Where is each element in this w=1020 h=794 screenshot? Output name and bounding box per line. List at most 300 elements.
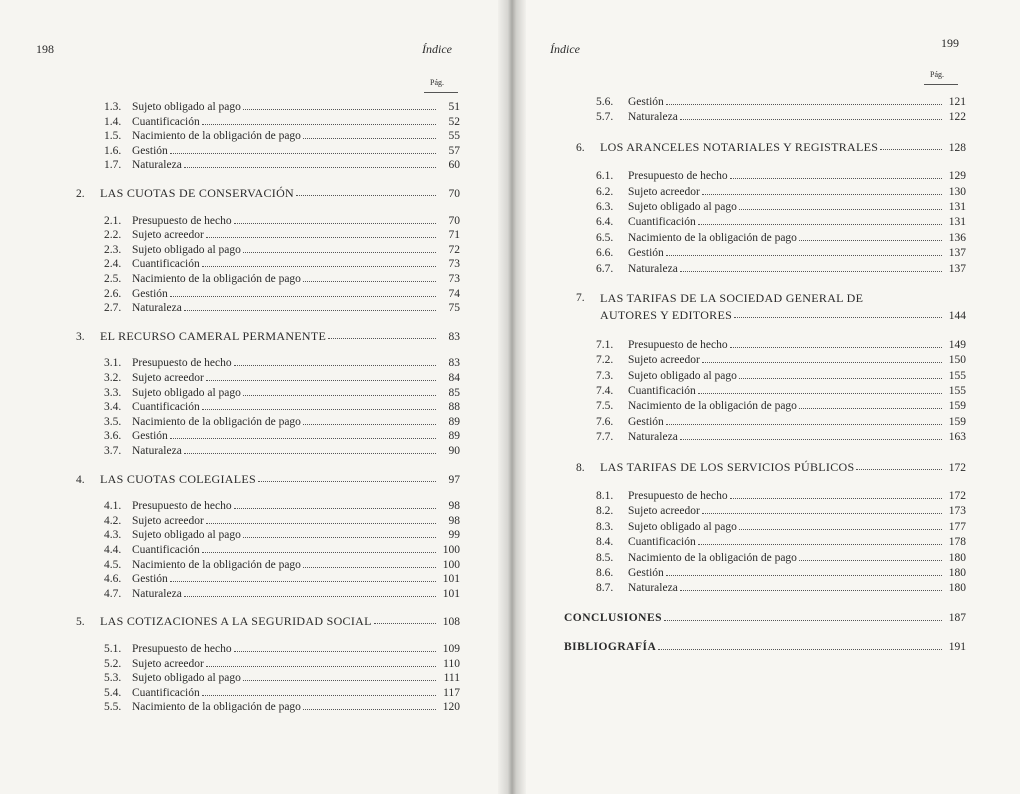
leader-dots (202, 543, 436, 553)
leader-dots (680, 581, 942, 591)
toc-page-number: 108 (442, 616, 460, 629)
toc-label: Gestión (628, 96, 664, 108)
toc-number: 6.2. (596, 185, 614, 198)
toc-number: 5. (76, 616, 85, 629)
toc-label: Presupuesto de hecho (132, 643, 232, 655)
toc-label: Cuantificación (628, 536, 696, 549)
toc-number: 8.1. (596, 490, 614, 502)
leader-dots (698, 215, 942, 225)
toc-subentry (104, 356, 460, 370)
toc-subentry (104, 272, 460, 286)
toc-page-number: 70 (448, 214, 460, 227)
toc-label: Sujeto acreedor (628, 354, 700, 367)
toc-label: Naturaleza (628, 262, 678, 275)
toc-page-number: 71 (448, 229, 460, 242)
toc-page-number: 149 (948, 338, 966, 351)
toc-subentry (596, 369, 966, 383)
leader-dots (243, 671, 436, 681)
toc-subentry (104, 214, 460, 228)
toc-number: 4.6. (104, 573, 122, 586)
toc-subentry (104, 514, 460, 528)
toc-label: Sujeto acreedor (132, 514, 204, 527)
leader-dots (184, 301, 436, 311)
toc-number: 7.5. (596, 400, 614, 413)
toc-entry (576, 460, 966, 475)
toc-subentry (596, 246, 966, 260)
toc-label-continued: AUTORES Y EDITORES (600, 308, 733, 323)
toc-subentry (104, 429, 460, 443)
toc-label: Nacimiento de la obligación de pago (132, 558, 301, 571)
toc-page-number: 100 (442, 558, 460, 571)
toc-number: 3.6. (104, 430, 122, 443)
leader-dots (258, 472, 436, 482)
toc-page-number: 163 (948, 431, 966, 444)
leader-dots (880, 140, 942, 150)
toc-number: 6.7. (596, 262, 614, 275)
toc-subentry (104, 415, 460, 429)
toc-label: Sujeto obligado al pago (132, 529, 241, 542)
toc-number: 3.7. (104, 445, 122, 457)
leader-dots (680, 110, 942, 120)
toc-label: Naturaleza (132, 302, 182, 315)
toc-number: 2.6. (104, 287, 122, 300)
toc-page-number: 101 (442, 587, 460, 600)
toc-subentry (104, 558, 460, 572)
toc-label: Naturaleza (628, 431, 678, 444)
toc-label: LAS TARIFAS DE LOS SERVICIOS PÚBLICOS (600, 459, 855, 474)
leader-dots (234, 214, 436, 224)
toc-number: 6.4. (596, 216, 614, 229)
toc-page-number: 178 (948, 536, 966, 549)
toc-number: 7. (576, 292, 585, 304)
toc-page-number: 89 (448, 430, 460, 443)
toc-subentry (596, 399, 966, 413)
leader-dots (739, 520, 942, 530)
toc-subentry (104, 158, 460, 172)
toc-subentry (104, 129, 460, 143)
leader-dots (202, 257, 436, 267)
toc-number: 3.2. (104, 372, 122, 384)
leader-dots (698, 535, 942, 545)
toc-subentry (596, 520, 966, 534)
toc-label: Cuantificación (132, 544, 200, 556)
toc-entry (76, 472, 460, 487)
leader-dots (680, 430, 942, 440)
toc-page-number: 144 (948, 310, 966, 323)
toc-page-number: 109 (442, 643, 460, 655)
toc-number: 3.5. (104, 415, 122, 428)
toc-subentry (596, 200, 966, 214)
leader-dots (184, 444, 436, 454)
toc-label: Sujeto obligado al pago (628, 369, 737, 382)
toc-subentry (104, 543, 460, 557)
toc-page-number: 110 (443, 657, 460, 670)
toc-page-number: 83 (448, 357, 460, 370)
toc-number: 3.4. (104, 401, 122, 414)
leader-dots (234, 642, 436, 652)
toc-number: 2.5. (104, 273, 122, 285)
leader-dots (664, 611, 942, 621)
toc-page-number: 159 (948, 415, 966, 428)
toc-page-number: 122 (948, 111, 966, 124)
toc-label: Presupuesto de hecho (628, 490, 728, 502)
toc-subentry (596, 338, 966, 352)
toc-subentry (596, 504, 966, 518)
toc-label: Cuantificación (132, 401, 200, 414)
toc-page-number: 100 (442, 544, 460, 556)
toc-page-number: 155 (948, 385, 966, 397)
toc-number: 8.7. (596, 582, 614, 595)
toc-label: Naturaleza (132, 587, 182, 600)
leader-dots (184, 587, 436, 597)
toc-page-number: 131 (948, 201, 966, 213)
toc-page-number: 191 (948, 641, 966, 654)
toc-label: Nacimiento de la obligación de pago (132, 415, 301, 428)
leader-dots (202, 400, 436, 410)
leader-dots (202, 115, 436, 125)
toc-page-number: 121 (948, 96, 966, 108)
leader-dots (799, 551, 942, 561)
toc-number: 2.4. (104, 258, 122, 271)
toc-page-number: 173 (948, 505, 966, 518)
leader-dots (303, 415, 436, 425)
right-page-number: 199 (941, 36, 959, 50)
leader-dots (184, 158, 436, 168)
toc-subentry (104, 301, 460, 315)
toc-number: 7.6. (596, 415, 614, 428)
toc-label: LOS ARANCELES NOTARIALES Y REGISTRALES (600, 139, 879, 154)
toc-page-number: 131 (948, 216, 966, 229)
toc-label: Nacimiento de la obligación de pago (628, 231, 797, 244)
toc-number: 8.3. (596, 520, 614, 533)
toc-label: Cuantificación (132, 686, 200, 699)
leader-dots (303, 129, 436, 139)
toc-page-number: 83 (448, 330, 460, 343)
toc-label: EL RECURSO CAMERAL PERMANENTE (100, 328, 327, 343)
toc-page-number: 90 (448, 445, 460, 457)
toc-number: 2.7. (104, 302, 122, 315)
leader-dots (296, 186, 436, 196)
toc-page-number: 136 (948, 231, 966, 244)
toc-subentry (104, 671, 460, 685)
toc-label: LAS TARIFAS DE LA SOCIEDAD GENERAL DE (600, 291, 864, 305)
toc-page-number: 155 (948, 369, 966, 382)
left-page-number: 198 (36, 42, 54, 56)
toc-subentry (104, 287, 460, 301)
toc-entry (600, 308, 966, 323)
leader-dots (206, 228, 436, 238)
toc-label: LAS CUOTAS COLEGIALES (100, 471, 257, 486)
toc-page-number: 130 (948, 185, 966, 198)
left-pag-label: Pág. (430, 78, 444, 87)
toc-number: 8.4. (596, 536, 614, 549)
left-pag-rule (424, 92, 458, 93)
toc-number: 4. (76, 473, 85, 486)
toc-label: Presupuesto de hecho (132, 357, 232, 370)
toc-subentry (596, 581, 966, 595)
toc-number: 2.1. (104, 214, 122, 227)
toc-number: 4.1. (104, 500, 122, 513)
toc-subentry (104, 686, 460, 700)
toc-page-number: 172 (948, 490, 966, 502)
toc-page-number: 75 (448, 302, 460, 315)
toc-label: Sujeto obligado al pago (132, 386, 241, 399)
toc-subentry (596, 353, 966, 367)
toc-label: Presupuesto de hecho (132, 214, 232, 227)
toc-entry (564, 640, 966, 654)
toc-label: Sujeto obligado al pago (628, 201, 737, 213)
toc-page-number: 177 (948, 520, 966, 533)
toc-page-number: 180 (948, 567, 966, 579)
leader-dots (856, 460, 942, 470)
leader-dots (739, 200, 942, 210)
toc-page-number: 180 (948, 551, 966, 564)
toc-label: Gestión (628, 567, 664, 579)
toc-subentry (104, 572, 460, 586)
toc-label: Gestión (628, 415, 664, 428)
toc-subentry (104, 587, 460, 601)
toc-number: 6. (576, 141, 585, 154)
toc-number-row (576, 291, 585, 305)
leader-dots (730, 169, 942, 179)
toc-number: 7.3. (596, 369, 614, 382)
toc-subentry (596, 110, 966, 124)
book-gutter (498, 0, 526, 794)
toc-label: Gestión (132, 573, 168, 586)
toc-number: 7.4. (596, 385, 614, 397)
toc-page-number: 89 (448, 415, 460, 428)
toc-number: 1.4. (104, 115, 122, 128)
toc-label: Gestión (628, 247, 664, 260)
toc-number: 8. (576, 461, 585, 474)
leader-dots (170, 144, 436, 154)
leader-dots (799, 399, 942, 409)
toc-number: 1.7. (104, 159, 122, 172)
leader-dots (170, 572, 436, 582)
toc-page-number: 85 (448, 386, 460, 399)
toc-subentry (104, 257, 460, 271)
toc-subentry (596, 415, 966, 429)
leader-dots (730, 489, 942, 499)
leader-dots (303, 272, 436, 282)
toc-subentry (104, 100, 460, 114)
toc-number: 6.6. (596, 247, 614, 260)
toc-number: 2.2. (104, 229, 122, 242)
toc-page-number: 88 (448, 401, 460, 414)
leader-dots (730, 338, 942, 348)
toc-subentry (104, 144, 460, 158)
toc-label: Nacimiento de la obligación de pago (132, 273, 301, 285)
toc-page-number: 73 (448, 273, 460, 285)
toc-label: Sujeto acreedor (628, 185, 700, 198)
leader-dots (303, 700, 436, 710)
leader-dots (234, 499, 436, 509)
toc-label: Nacimiento de la obligación de pago (628, 400, 797, 413)
toc-page-number: 57 (448, 144, 460, 157)
leader-dots (243, 100, 436, 110)
leader-dots (702, 353, 942, 363)
toc-entry (76, 329, 460, 344)
toc-subentry (104, 642, 460, 656)
toc-number: 1.3. (104, 101, 122, 113)
toc-page-number: 60 (448, 159, 460, 172)
toc-label: Cuantificación (132, 115, 200, 128)
toc-label: BIBLIOGRAFÍA (564, 641, 657, 654)
toc-subentry (104, 700, 460, 714)
toc-number: 4.2. (104, 514, 122, 527)
toc-label: Presupuesto de hecho (628, 170, 728, 183)
leader-dots (243, 243, 436, 253)
toc-subentry (104, 386, 460, 400)
toc-number: 5.7. (596, 111, 614, 124)
toc-subentry (596, 535, 966, 549)
toc-label: Sujeto obligado al pago (132, 243, 241, 256)
leader-dots (234, 356, 436, 366)
leader-dots (739, 369, 942, 379)
toc-label: Cuantificación (132, 258, 200, 271)
toc-subentry (104, 528, 460, 542)
toc-subentry (104, 444, 460, 458)
leader-dots (170, 429, 436, 439)
leader-dots (303, 558, 436, 568)
toc-subentry (596, 430, 966, 444)
leader-dots (206, 657, 436, 667)
right-pag-label: Pág. (930, 70, 944, 79)
toc-label: LAS CUOTAS DE CONSERVACIÓN (100, 186, 295, 200)
toc-number: 3.3. (104, 386, 122, 399)
toc-page-number: 73 (448, 258, 460, 271)
toc-page-number: 137 (948, 247, 966, 260)
toc-label: Cuantificación (628, 385, 696, 397)
toc-number: 2.3. (104, 243, 122, 256)
toc-number: 1.6. (104, 144, 122, 157)
toc-label: Nacimiento de la obligación de pago (132, 130, 301, 143)
toc-subentry (596, 215, 966, 229)
toc-page-number: 187 (948, 611, 966, 624)
toc-number: 6.1. (596, 170, 614, 183)
toc-number: 4.7. (104, 587, 122, 600)
toc-label: Nacimiento de la obligación de pago (628, 551, 797, 564)
toc-page-number: 74 (448, 287, 460, 300)
toc-number: 8.2. (596, 505, 614, 518)
toc-label: Naturaleza (132, 445, 182, 457)
toc-page-number: 117 (443, 686, 460, 699)
toc-page-number: 97 (448, 473, 460, 486)
toc-page-number: 84 (448, 372, 460, 384)
toc-label: Sujeto acreedor (132, 372, 204, 384)
leader-dots (680, 262, 942, 272)
toc-entry (564, 611, 966, 625)
leader-dots (698, 384, 942, 394)
toc-label: Presupuesto de hecho (628, 338, 728, 351)
toc-number: 5.4. (104, 686, 122, 699)
left-page (0, 0, 508, 794)
toc-subentry (104, 371, 460, 385)
toc-subentry (596, 185, 966, 199)
toc-label: LAS COTIZACIONES A LA SEGURIDAD SOCIAL (100, 614, 372, 629)
toc-number: 3. (76, 330, 85, 343)
toc-page-number: 99 (448, 529, 460, 542)
leader-dots (328, 329, 436, 339)
toc-page-number: 120 (442, 701, 460, 714)
toc-number: 7.7. (596, 431, 614, 444)
toc-number: 4.4. (104, 544, 122, 556)
toc-number: 5.1. (104, 643, 122, 655)
leader-dots (702, 185, 942, 195)
toc-number: 1.5. (104, 130, 122, 143)
toc-page-number: 55 (448, 130, 460, 143)
toc-label: Sujeto acreedor (132, 229, 204, 242)
toc-subentry (104, 400, 460, 414)
toc-subentry (596, 231, 966, 245)
toc-number: 8.6. (596, 567, 614, 579)
toc-label: Sujeto acreedor (132, 657, 204, 670)
toc-page-number: 180 (948, 582, 966, 595)
toc-number: 4.5. (104, 558, 122, 571)
toc-entry-line1 (600, 291, 936, 305)
toc-page-number: 111 (443, 672, 460, 685)
toc-subentry (596, 489, 966, 503)
toc-label: Gestión (132, 430, 168, 443)
leader-dots (374, 614, 436, 624)
toc-number: 6.5. (596, 231, 614, 244)
toc-page-number: 70 (448, 188, 460, 200)
toc-label: Sujeto obligado al pago (628, 520, 737, 533)
toc-page-number: 150 (948, 354, 966, 367)
toc-number: 4.3. (104, 529, 122, 542)
leader-dots (170, 287, 436, 297)
toc-subentry (596, 262, 966, 276)
toc-page-number: 51 (448, 101, 460, 113)
leader-dots (243, 528, 436, 538)
toc-subentry (104, 228, 460, 242)
right-page (512, 0, 1020, 794)
left-running-head: Índice (422, 42, 452, 56)
leader-dots (206, 514, 436, 524)
toc-page-number: 129 (948, 170, 966, 183)
toc-entry (76, 614, 460, 629)
toc-subentry (596, 384, 966, 398)
toc-number: 7.2. (596, 354, 614, 367)
leader-dots (666, 246, 942, 256)
leader-dots (666, 95, 942, 105)
leader-dots (666, 566, 942, 576)
toc-page-number: 52 (448, 115, 460, 128)
leader-dots (734, 308, 942, 318)
toc-subentry (104, 657, 460, 671)
toc-number: 5.2. (104, 657, 122, 670)
toc-number: 5.5. (104, 701, 122, 714)
toc-label: Gestión (132, 144, 168, 157)
toc-page-number: 98 (448, 500, 460, 513)
toc-label: Gestión (132, 287, 168, 300)
toc-subentry (596, 169, 966, 183)
toc-label: Presupuesto de hecho (132, 500, 232, 513)
toc-label: Sujeto obligado al pago (132, 672, 241, 685)
leader-dots (799, 231, 942, 241)
toc-label: Naturaleza (628, 582, 678, 595)
toc-label: Nacimiento de la obligación de pago (132, 701, 301, 714)
toc-subentry (104, 243, 460, 257)
toc-entry (576, 140, 966, 155)
toc-page-number: 128 (948, 141, 966, 154)
toc-page-number: 159 (948, 400, 966, 413)
toc-entry (76, 186, 460, 201)
toc-number: 6.3. (596, 201, 614, 213)
toc-label: Naturaleza (628, 111, 678, 124)
toc-subentry (104, 115, 460, 129)
toc-label: Cuantificación (628, 216, 696, 229)
